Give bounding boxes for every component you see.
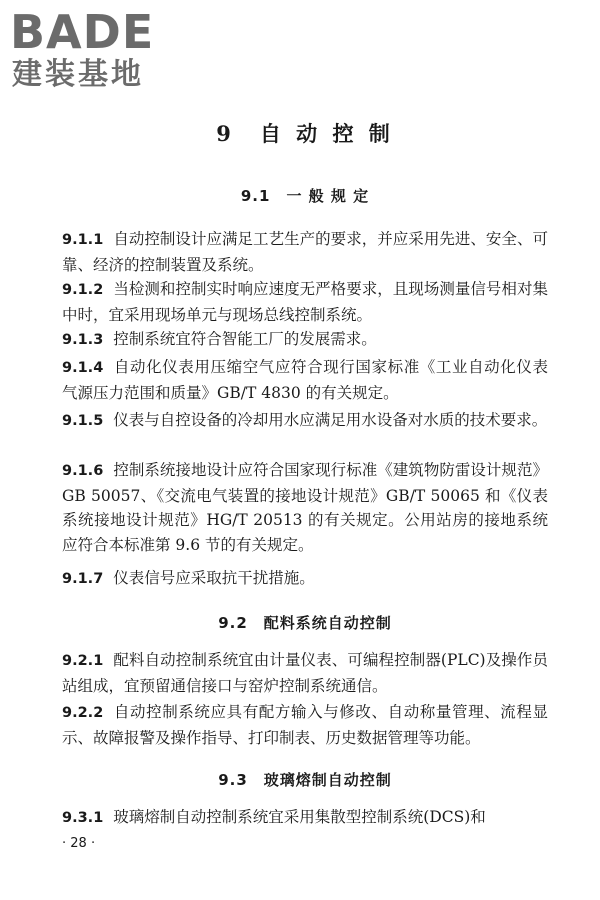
clause-9-1-4 [62,355,564,405]
clause-number: 9.2.1 [62,653,104,669]
clause-9-1-3 [62,327,548,353]
clause-number: 9.1.7 [62,571,104,587]
chapter-title: 9 自 动 控 制 [216,121,394,146]
section-heading-9-3: 9.3 玻璃熔制自动控制 [218,771,392,789]
clause-9-1-6 [62,458,548,557]
logo-subtitle: 建装基地 [12,57,144,92]
clause-text: 配料自动控制系统宜由计量仪表、可编程控制器(PLC)及操作员站组成，宜预留通信接口与窑炉控制系统通信。 [62,651,548,695]
clause-number: 9.1.6 [62,463,104,479]
document-page [62,0,564,900]
clause-number: 9.1.1 [62,232,104,248]
clause-9-2-1 [62,648,548,698]
logo-wordmark: BADE [10,5,155,59]
clause-number: 9.1.2 [62,282,104,298]
clause-9-3-1 [62,805,548,831]
clause-number: 9.1.3 [62,332,104,348]
clause-text: 玻璃熔制自动控制系统宜采用集散型控制系统(DCS)和 [113,808,486,826]
clause-text: 自动控制系统应具有配方输入与修改、自动称量管理、流程显示、故障报警及操作指导、打印制表、历史数据管理等功能。 [62,703,548,747]
clause-text: 仪表与自控设备的冷却用水应满足用水设备对水质的技术要求。 [113,411,548,429]
clause-9-1-7 [62,566,548,592]
clause-number: 9.2.2 [62,705,104,721]
clause-number: 9.3.1 [62,810,104,826]
clause-text: 当检测和控制实时响应速度无严格要求，且现场测量信号相对集中时，宜采用现场单元与现场总线控制系统。 [62,280,548,324]
clause-text: 控制系统接地设计应符合国家现行标准《建筑物防雷设计规范》GB 50057、《交流电气装置的接地设计规范》GB/T 50065 和《仪表系统接地设计规范》HG/T 20513 的有关规定。公用站房的接地系统应符合本标准第 9.6 节的有关规定。 [62,461,548,554]
clause-9-1-2 [62,277,548,327]
clause-text: 自动控制设计应满足工艺生产的要求，并应采用先进、安全、可靠、经济的控制装置及系统。 [62,230,548,274]
clause-number: 9.1.5 [62,413,104,429]
page-number: · 28 · [62,836,96,851]
clause-9-2-2 [62,700,548,750]
clause-number: 9.1.4 [62,360,104,376]
section-heading-9-2: 9.2 配料系统自动控制 [218,614,392,632]
clause-9-1-5 [62,408,548,434]
section-heading-9-1: 9.1 一 般 规 定 [240,187,370,205]
clause-9-1-1 [62,227,548,277]
clause-text: 仪表信号应采取抗干扰措施。 [113,569,315,587]
clause-text: 控制系统宜符合智能工厂的发展需求。 [113,330,377,348]
clause-text: 自动化仪表用压缩空气应符合现行国家标准《工业自动化仪表 气源压力范围和质量》GB/T 4830 的有关规定。 [62,358,564,402]
